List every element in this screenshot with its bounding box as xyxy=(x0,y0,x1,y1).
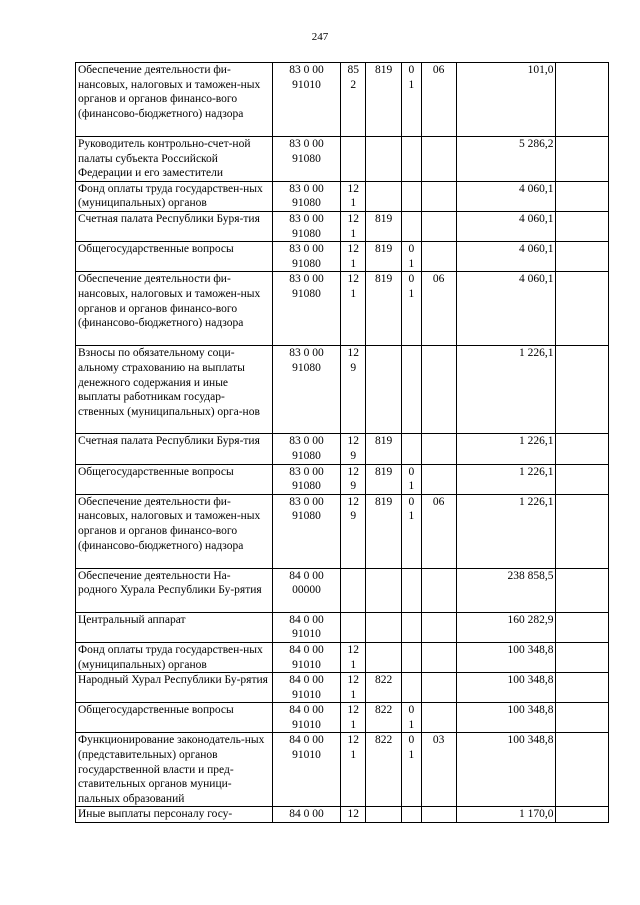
expense-type-cell-text: 9 xyxy=(350,480,357,493)
target-article-cell-text: 91080 xyxy=(292,361,321,374)
expense-type-cell-text: 1 xyxy=(350,718,357,731)
subsection-cell xyxy=(421,346,456,434)
expense-type-cell-text: 12 xyxy=(347,704,360,717)
target-article-cell-text: 84 0 00 xyxy=(289,704,324,717)
amount-cell-text: 100 348,8 xyxy=(507,643,554,656)
amount-cell xyxy=(456,63,556,137)
empty-cell xyxy=(556,346,609,434)
target-article-cell-text: 91010 xyxy=(292,718,321,731)
amount-cell xyxy=(456,612,556,642)
target-article-cell-text: 91080 xyxy=(292,287,321,300)
target-article-cell xyxy=(272,703,341,733)
amount-cell-text: 4 060,1 xyxy=(518,182,554,195)
item-name-cell xyxy=(76,568,273,612)
empty-cell xyxy=(556,272,609,346)
section-cell xyxy=(402,807,422,823)
target-article-cell-text: 84 0 00 xyxy=(289,734,324,747)
item-name-cell-text: Иные выплаты персоналу госу- xyxy=(78,808,233,821)
amount-cell-text: 4 060,1 xyxy=(518,243,554,256)
subsection-cell xyxy=(421,63,456,137)
section-cell xyxy=(402,211,422,241)
expense-type-cell xyxy=(341,642,366,672)
expense-type-cell-text: 12 xyxy=(347,643,360,656)
budget-table-body xyxy=(76,63,609,823)
table-row xyxy=(76,568,609,612)
administrator-code-cell xyxy=(366,807,402,823)
expense-type-cell-text: 12 xyxy=(347,495,360,508)
item-name-cell-text: Народный Хурал Республики Бу-рятия xyxy=(78,674,268,687)
administrator-code-cell-text: 819 xyxy=(375,435,393,448)
administrator-code-cell xyxy=(366,494,402,568)
expense-type-cell-text: 2 xyxy=(350,78,357,91)
empty-cell xyxy=(556,137,609,182)
administrator-code-cell-text: 822 xyxy=(375,674,393,687)
target-article-cell-text: 91080 xyxy=(292,197,321,210)
subsection-cell-text: 03 xyxy=(432,734,445,747)
expense-type-cell-text: 12 xyxy=(347,674,360,687)
expense-type-cell xyxy=(341,673,366,703)
expense-type-cell xyxy=(341,703,366,733)
section-cell xyxy=(402,733,422,807)
item-name-cell-text: Общегосударственные вопросы xyxy=(78,243,234,256)
item-name-cell xyxy=(76,346,273,434)
section-cell-text: 1 xyxy=(408,78,415,91)
administrator-code-cell xyxy=(366,612,402,642)
subsection-cell xyxy=(421,494,456,568)
amount-cell-text: 238 858,5 xyxy=(507,569,554,582)
target-article-cell-text: 91080 xyxy=(292,449,321,462)
table-row xyxy=(76,211,609,241)
expense-type-cell xyxy=(341,63,366,137)
item-name-cell xyxy=(76,703,273,733)
item-name-cell xyxy=(76,434,273,464)
item-name-cell-text: Обеспечение деятельности На-родного Хурала Республики Бу-рятия xyxy=(78,569,262,597)
budget-table xyxy=(75,62,609,823)
section-cell-text: 0 xyxy=(408,495,415,508)
amount-cell-text: 1 226,1 xyxy=(518,495,554,508)
table-row xyxy=(76,612,609,642)
amount-cell xyxy=(456,494,556,568)
empty-cell xyxy=(556,703,609,733)
target-article-cell xyxy=(272,733,341,807)
table-row xyxy=(76,63,609,137)
subsection-cell-text: 06 xyxy=(432,495,445,508)
table-row xyxy=(76,272,609,346)
item-name-cell-text: Функционирование законодатель-ных (представительных) органов государственной власти и пред-ставительных органов муници-пальных образований xyxy=(78,734,265,805)
amount-cell-text: 100 348,8 xyxy=(507,674,554,687)
section-cell xyxy=(402,568,422,612)
target-article-cell-text: 91010 xyxy=(292,749,321,762)
expense-type-cell-text: 1 xyxy=(350,688,357,701)
empty-cell xyxy=(556,434,609,464)
item-name-cell xyxy=(76,642,273,672)
section-cell-text: 1 xyxy=(408,510,415,523)
section-cell xyxy=(402,181,422,211)
expense-type-cell-text: 1 xyxy=(350,227,357,240)
target-article-cell xyxy=(272,272,341,346)
administrator-code-cell xyxy=(366,211,402,241)
target-article-cell-text: 83 0 00 xyxy=(289,243,324,256)
target-article-cell xyxy=(272,642,341,672)
administrator-code-cell-text: 822 xyxy=(375,704,393,717)
amount-cell xyxy=(456,181,556,211)
expense-type-cell-text: 12 xyxy=(347,212,360,225)
amount-cell xyxy=(456,211,556,241)
expense-type-cell-text: 12 xyxy=(347,435,360,448)
target-article-cell xyxy=(272,494,341,568)
target-article-cell xyxy=(272,181,341,211)
item-name-cell xyxy=(76,63,273,137)
item-name-cell xyxy=(76,494,273,568)
administrator-code-cell-text: 819 xyxy=(375,212,393,225)
subsection-cell xyxy=(421,642,456,672)
subsection-cell xyxy=(421,137,456,182)
administrator-code-cell xyxy=(366,434,402,464)
section-cell xyxy=(402,703,422,733)
expense-type-cell xyxy=(341,242,366,272)
section-cell xyxy=(402,464,422,494)
expense-type-cell-text: 9 xyxy=(350,361,357,374)
expense-type-cell xyxy=(341,211,366,241)
table-row xyxy=(76,137,609,182)
item-name-cell-text: Общегосударственные вопросы xyxy=(78,465,234,478)
subsection-cell xyxy=(421,568,456,612)
amount-cell xyxy=(456,434,556,464)
section-cell-text: 0 xyxy=(408,465,415,478)
expense-type-cell-text: 1 xyxy=(350,658,357,671)
expense-type-cell-text: 12 xyxy=(347,182,360,195)
expense-type-cell xyxy=(341,568,366,612)
subsection-cell xyxy=(421,464,456,494)
item-name-cell-text: Руководитель контрольно-счет-ной палаты субъекта Российской Федерации и его заместители xyxy=(78,138,251,180)
target-article-cell-text: 91080 xyxy=(292,480,321,493)
section-cell-text: 0 xyxy=(408,273,415,286)
section-cell-text: 0 xyxy=(408,734,415,747)
expense-type-cell xyxy=(341,137,366,182)
section-cell-text: 1 xyxy=(408,257,415,270)
item-name-cell xyxy=(76,181,273,211)
amount-cell-text: 4 060,1 xyxy=(518,212,554,225)
amount-cell-text: 1 170,0 xyxy=(518,808,554,821)
amount-cell xyxy=(456,807,556,823)
table-row xyxy=(76,434,609,464)
amount-cell-text: 1 226,1 xyxy=(518,347,554,360)
item-name-cell-text: Общегосударственные вопросы xyxy=(78,704,234,717)
item-name-cell xyxy=(76,242,273,272)
administrator-code-cell-text: 819 xyxy=(375,243,393,256)
expense-type-cell-text: 12 xyxy=(347,734,360,747)
amount-cell-text: 1 226,1 xyxy=(518,435,554,448)
section-cell-text: 0 xyxy=(408,243,415,256)
subsection-cell xyxy=(421,434,456,464)
table-row xyxy=(76,242,609,272)
item-name-cell-text: Обеспечение деятельности фи-нансовых, налоговых и таможен-ных органов и органов финансо-вого (финансово-бюджетного) надзора xyxy=(78,64,261,120)
section-cell xyxy=(402,137,422,182)
amount-cell-text: 100 348,8 xyxy=(507,704,554,717)
target-article-cell xyxy=(272,211,341,241)
target-article-cell-text: 83 0 00 xyxy=(289,273,324,286)
target-article-cell xyxy=(272,137,341,182)
expense-type-cell xyxy=(341,181,366,211)
expense-type-cell-text: 12 xyxy=(347,273,360,286)
table-row xyxy=(76,642,609,672)
subsection-cell-text: 06 xyxy=(432,273,445,286)
target-article-cell-text: 00000 xyxy=(292,584,321,597)
administrator-code-cell xyxy=(366,673,402,703)
target-article-cell-text: 83 0 00 xyxy=(289,212,324,225)
target-article-cell xyxy=(272,242,341,272)
item-name-cell-text: Счетная палата Республики Буря-тия xyxy=(78,435,260,448)
subsection-cell xyxy=(421,242,456,272)
target-article-cell-text: 84 0 00 xyxy=(289,674,324,687)
table-row xyxy=(76,703,609,733)
table-row xyxy=(76,464,609,494)
target-article-cell-text: 84 0 00 xyxy=(289,569,324,582)
target-article-cell-text: 84 0 00 xyxy=(289,643,324,656)
expense-type-cell-text: 9 xyxy=(350,449,357,462)
section-cell xyxy=(402,642,422,672)
section-cell xyxy=(402,494,422,568)
section-cell xyxy=(402,242,422,272)
target-article-cell-text: 83 0 00 xyxy=(289,435,324,448)
target-article-cell-text: 83 0 00 xyxy=(289,495,324,508)
section-cell xyxy=(402,434,422,464)
administrator-code-cell xyxy=(366,733,402,807)
administrator-code-cell xyxy=(366,181,402,211)
administrator-code-cell xyxy=(366,568,402,612)
administrator-code-cell xyxy=(366,464,402,494)
table-row xyxy=(76,494,609,568)
target-article-cell-text: 83 0 00 xyxy=(289,182,324,195)
section-cell xyxy=(402,272,422,346)
item-name-cell xyxy=(76,733,273,807)
target-article-cell xyxy=(272,434,341,464)
administrator-code-cell xyxy=(366,272,402,346)
amount-cell-text: 100 348,8 xyxy=(507,734,554,747)
item-name-cell xyxy=(76,807,273,823)
subsection-cell-text: 06 xyxy=(432,64,445,76)
section-cell-text: 1 xyxy=(408,749,415,762)
administrator-code-cell-text: 819 xyxy=(375,465,393,478)
empty-cell xyxy=(556,673,609,703)
empty-cell xyxy=(556,63,609,137)
amount-cell-text: 101,0 xyxy=(527,64,554,76)
section-cell-text: 1 xyxy=(408,287,415,300)
expense-type-cell-text: 9 xyxy=(350,510,357,523)
expense-type-cell-text: 12 xyxy=(347,347,360,360)
page-number: 247 xyxy=(311,31,329,43)
administrator-code-cell xyxy=(366,703,402,733)
administrator-code-cell xyxy=(366,346,402,434)
subsection-cell xyxy=(421,673,456,703)
section-cell-text: 1 xyxy=(408,718,415,731)
administrator-code-cell-text: 819 xyxy=(375,495,393,508)
table-row xyxy=(76,733,609,807)
target-article-cell-text: 91080 xyxy=(292,152,321,165)
target-article-cell-text: 91080 xyxy=(292,227,321,240)
target-article-cell-text: 84 0 00 xyxy=(289,808,324,821)
administrator-code-cell-text: 819 xyxy=(375,64,393,76)
expense-type-cell-text: 1 xyxy=(350,287,357,300)
target-article-cell-text: 83 0 00 xyxy=(289,138,324,150)
expense-type-cell-text: 1 xyxy=(350,197,357,210)
amount-cell xyxy=(456,733,556,807)
amount-cell xyxy=(456,568,556,612)
expense-type-cell xyxy=(341,612,366,642)
target-article-cell-text: 91080 xyxy=(292,257,321,270)
administrator-code-cell-text: 819 xyxy=(375,273,393,286)
subsection-cell xyxy=(421,272,456,346)
amount-cell-text: 4 060,1 xyxy=(518,273,554,286)
target-article-cell-text: 91010 xyxy=(292,658,321,671)
expense-type-cell-text: 85 xyxy=(347,64,360,76)
empty-cell xyxy=(556,181,609,211)
target-article-cell xyxy=(272,807,341,823)
amount-cell-text: 5 286,2 xyxy=(518,138,554,150)
expense-type-cell-text: 12 xyxy=(347,465,360,478)
item-name-cell-text: Счетная палата Республики Буря-тия xyxy=(78,212,260,225)
target-article-cell xyxy=(272,568,341,612)
amount-cell xyxy=(456,464,556,494)
section-cell xyxy=(402,612,422,642)
section-cell xyxy=(402,346,422,434)
empty-cell xyxy=(556,242,609,272)
target-article-cell xyxy=(272,63,341,137)
amount-cell xyxy=(456,242,556,272)
expense-type-cell xyxy=(341,464,366,494)
expense-type-cell-text: 1 xyxy=(350,749,357,762)
administrator-code-cell xyxy=(366,63,402,137)
empty-cell xyxy=(556,612,609,642)
expense-type-cell xyxy=(341,733,366,807)
expense-type-cell-text: 1 xyxy=(350,257,357,270)
empty-cell xyxy=(556,733,609,807)
item-name-cell xyxy=(76,137,273,182)
target-article-cell-text: 91080 xyxy=(292,510,321,523)
target-article-cell xyxy=(272,464,341,494)
empty-cell xyxy=(556,568,609,612)
expense-type-cell xyxy=(341,434,366,464)
subsection-cell xyxy=(421,733,456,807)
expense-type-cell-text: 12 xyxy=(347,243,360,256)
item-name-cell xyxy=(76,211,273,241)
table-row xyxy=(76,181,609,211)
empty-cell xyxy=(556,464,609,494)
section-cell-text: 0 xyxy=(408,64,415,76)
expense-type-cell xyxy=(341,272,366,346)
empty-cell xyxy=(556,642,609,672)
table-row xyxy=(76,673,609,703)
amount-cell xyxy=(456,642,556,672)
expense-type-cell xyxy=(341,494,366,568)
item-name-cell-text: Обеспечение деятельности фи-нансовых, налоговых и таможен-ных органов и органов финансо-вого (финансово-бюджетного) надзора xyxy=(78,495,261,552)
amount-cell xyxy=(456,346,556,434)
target-article-cell xyxy=(272,673,341,703)
target-article-cell-text: 91010 xyxy=(292,628,321,641)
item-name-cell-text: Фонд оплаты труда государствен-ных (муниципальных) органов xyxy=(78,643,263,671)
subsection-cell xyxy=(421,807,456,823)
item-name-cell-text: Центральный аппарат xyxy=(78,613,186,626)
amount-cell-text: 160 282,9 xyxy=(507,613,554,626)
subsection-cell xyxy=(421,211,456,241)
item-name-cell-text: Фонд оплаты труда государствен-ных (муниципальных) органов xyxy=(78,182,263,210)
item-name-cell xyxy=(76,673,273,703)
subsection-cell xyxy=(421,612,456,642)
administrator-code-cell xyxy=(366,642,402,672)
table-row xyxy=(76,807,609,823)
target-article-cell-text: 83 0 00 xyxy=(289,64,324,76)
section-cell xyxy=(402,63,422,137)
target-article-cell-text: 91010 xyxy=(292,78,321,91)
section-cell xyxy=(402,673,422,703)
target-article-cell-text: 83 0 00 xyxy=(289,465,324,478)
amount-cell xyxy=(456,703,556,733)
item-name-cell-text: Взносы по обязательному соци-альному страхованию на выплаты денежного содержания и иные выплаты работникам государ-ственных (муниципальных) орга-нов xyxy=(78,347,260,418)
target-article-cell-text: 83 0 00 xyxy=(289,347,324,360)
administrator-code-cell-text: 822 xyxy=(375,734,393,747)
empty-cell xyxy=(556,494,609,568)
target-article-cell xyxy=(272,346,341,434)
amount-cell xyxy=(456,137,556,182)
target-article-cell-text: 91010 xyxy=(292,688,321,701)
expense-type-cell xyxy=(341,807,366,823)
empty-cell xyxy=(556,807,609,823)
administrator-code-cell xyxy=(366,242,402,272)
target-article-cell-text: 84 0 00 xyxy=(289,613,324,626)
item-name-cell xyxy=(76,612,273,642)
subsection-cell xyxy=(421,181,456,211)
empty-cell xyxy=(556,211,609,241)
administrator-code-cell xyxy=(366,137,402,182)
item-name-cell-text: Обеспечение деятельности фи-нансовых, налоговых и таможен-ных органов и органов финансо-вого (финансово-бюджетного) надзора xyxy=(78,273,261,330)
expense-type-cell xyxy=(341,346,366,434)
table-row xyxy=(76,346,609,434)
section-cell-text: 1 xyxy=(408,480,415,493)
expense-type-cell-text: 12 xyxy=(347,808,360,821)
section-cell-text: 0 xyxy=(408,704,415,717)
item-name-cell xyxy=(76,272,273,346)
amount-cell-text: 1 226,1 xyxy=(518,465,554,478)
target-article-cell xyxy=(272,612,341,642)
subsection-cell xyxy=(421,703,456,733)
item-name-cell xyxy=(76,464,273,494)
amount-cell xyxy=(456,673,556,703)
amount-cell xyxy=(456,272,556,346)
